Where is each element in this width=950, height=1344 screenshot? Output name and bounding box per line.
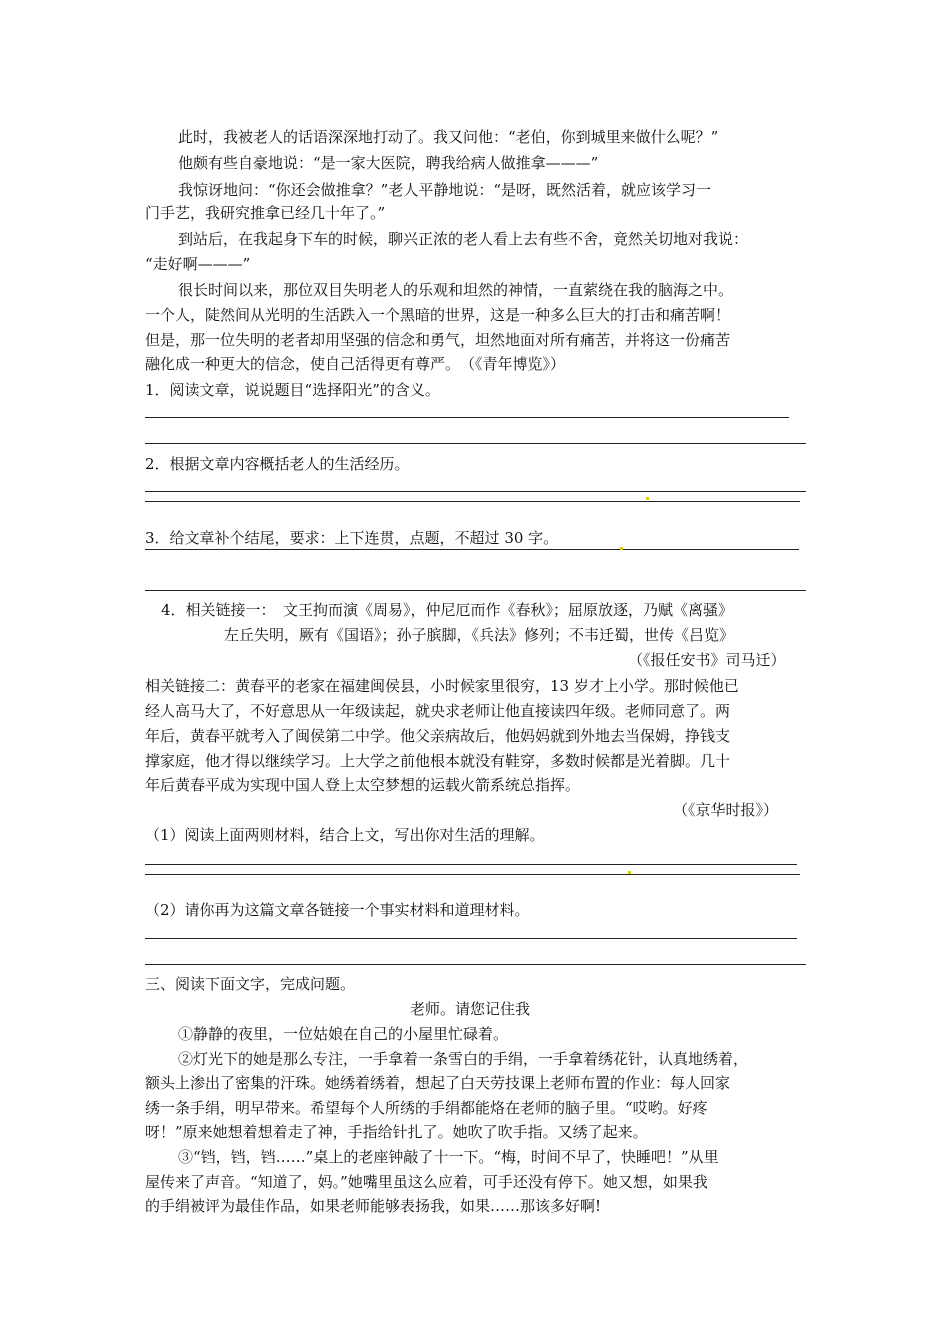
mark-dot	[646, 497, 649, 500]
paragraph-line: 很长时间以来，那位双目失明老人的乐观和坦然的神情，一直萦绕在我的脑海之中。	[178, 281, 734, 299]
answer-line[interactable]	[145, 549, 799, 550]
source-citation: （《京华时报》）	[673, 801, 779, 819]
paragraph-line: “走好啊———”	[145, 255, 251, 273]
question-2: 2．根据文章内容概括老人的生活经历。	[145, 455, 410, 473]
answer-line[interactable]	[145, 938, 797, 939]
question-3: 3．给文章补个结尾，要求：上下连贯，点题，不超过 30 字。	[145, 529, 559, 547]
paragraph-line: ③“铛，铛，铛……”桌上的老座钟敲了十一下。“梅，时间不早了，快睡吧！”从里	[178, 1148, 719, 1166]
question-4-line: 4．相关链接一： 文王拘而演《周易》，仲尼厄而作《春秋》；屈原放逐，乃赋《离骚》	[161, 601, 734, 619]
question-4-line: 相关链接二：黄春平的老家在福建闽侯县，小时候家里很穷，13 岁才上小学。那时候他已	[145, 677, 739, 695]
answer-line[interactable]	[145, 874, 800, 875]
question-4-line: 经人高马大了，不好意思从一年级读起，就央求老师让他直接读四年级。老师同意了。两	[145, 702, 731, 720]
question-4-line: 年后，黄春平就考入了闽侯第二中学。他父亲病故后，他妈妈就到外地去当保姆，挣钱支	[145, 727, 731, 745]
paragraph-line: 此时，我被老人的话语深深地打动了。我又问他：“老伯，你到城里来做什么呢？”	[178, 128, 719, 146]
section-heading: 三、阅读下面文字，完成问题。	[145, 975, 356, 993]
paragraph-line: 的手绢被评为最佳作品，如果老师能够表扬我，如果……那该多好啊!	[145, 1197, 602, 1215]
paragraph-line: 绣一条手绢，明早带来。希望每个人所绣的手绢都能烙在老师的脑子里。“哎哟。好疼	[145, 1099, 708, 1117]
answer-line[interactable]	[145, 491, 806, 492]
paragraph-line: ②灯光下的她是那么专注，一手拿着一条雪白的手绢，一手拿着绣花针，认真地绣着，	[178, 1050, 749, 1068]
answer-line[interactable]	[145, 590, 806, 591]
paragraph-line: 我惊讶地问：“你还会做推拿？”老人平静地说：“是呀，既然活着，就应该学习一	[178, 181, 712, 199]
paragraph-line: 融化成一种更大的信念，使自己活得更有尊严。 （《青年博览》）	[145, 355, 566, 373]
paragraph-line: 屋传来了声音。“知道了，妈。”她嘴里虽这么应着，可手还没有停下。她又想，如果我	[145, 1173, 708, 1191]
question-4-line: 年后黄春平成为实现中国人登上太空梦想的运载火箭系统总指挥。	[145, 776, 581, 794]
paragraph-line: ①静静的夜里，一位姑娘在自己的小屋里忙碌着。	[178, 1025, 509, 1043]
answer-line[interactable]	[145, 864, 797, 865]
paragraph-line: 一个人，陡然间从光明的生活跌入一个黑暗的世界，这是一种多么巨大的打击和痛苦啊！	[145, 306, 731, 324]
question-4-line: 撑家庭，他才得以继续学习。上大学之前他根本就没有鞋穿，多数时候都是光着脚。几十	[145, 752, 731, 770]
answer-line[interactable]	[145, 964, 806, 965]
paragraph-line: 门手艺，我研究推拿已经几十年了。”	[145, 204, 386, 222]
mark-dot	[628, 871, 631, 874]
paragraph-line: 到站后，在我起身下车的时候，聊兴正浓的老人看上去有些不舍，竟然关切地对我说：	[178, 230, 749, 248]
answer-line[interactable]	[145, 417, 789, 418]
question-4-sub-2: （2）请你再为这篇文章各链接一个事实材料和道理材料。	[145, 901, 530, 919]
answer-line[interactable]	[145, 443, 806, 444]
question-1: 1．阅读文章，说说题目“选择阳光”的含义。	[145, 381, 440, 399]
question-4-line: 左丘失明，厥有《国语》；孙子膑脚，《兵法》修列；不韦迁蜀，世传《吕览》	[224, 626, 735, 644]
paragraph-line: 额头上渗出了密集的汗珠。她绣着绣着，想起了白天劳技课上老师布置的作业：每人回家	[145, 1074, 731, 1092]
paragraph-line: 他颇有些自豪地说：“是一家大医院，聘我给病人做推拿———”	[178, 154, 599, 172]
paragraph-line: 呀！”原来她想着想着走了神，手指给针扎了。她吹了吹手指。又绣了起来。	[145, 1123, 648, 1141]
paragraph-line: 但是，那一位失明的老者却用坚强的信念和勇气，坦然地面对所有痛苦，并将这一份痛苦	[145, 331, 731, 349]
source-citation: （《报任安书》司马迁）	[628, 651, 786, 669]
article-title: 老师。请您记住我	[410, 1000, 531, 1018]
mark-dot	[620, 547, 623, 550]
question-4-sub-1: （1）阅读上面两则材料，结合上文，写出你对生活的理解。	[145, 826, 545, 844]
answer-line[interactable]	[145, 501, 800, 502]
